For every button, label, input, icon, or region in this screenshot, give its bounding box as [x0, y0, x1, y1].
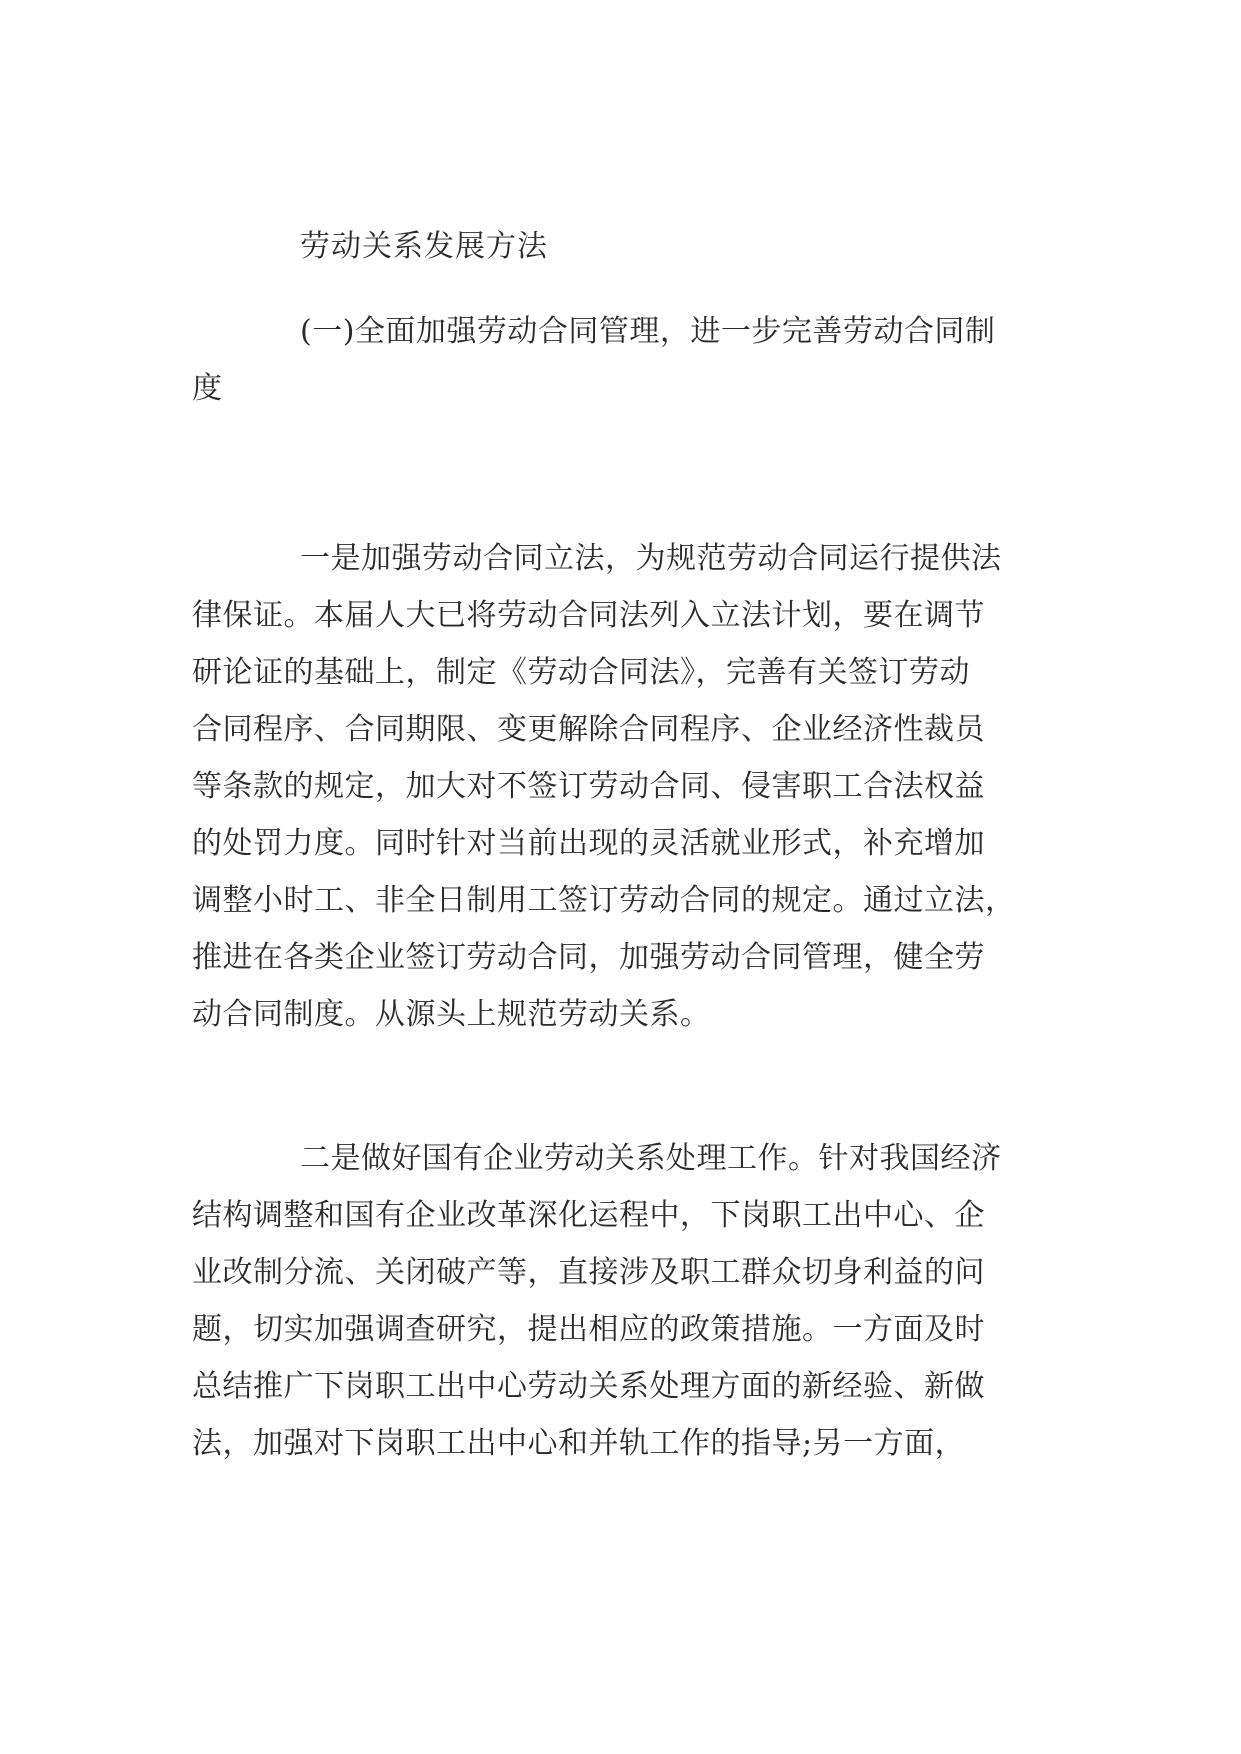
paragraph-line: 等条款的规定，加大对不签订劳动合同、侵害职工合法权益	[192, 769, 985, 804]
paragraph-line: 结构调整和国有企业改革深化运程中，下岗职工出中心、企	[192, 1198, 985, 1233]
paragraph-line: 研论证的基础上，制定《劳动合同法》，完善有关签订劳动	[192, 655, 970, 690]
paragraph-line: 的处罚力度。同时针对当前出现的灵活就业形式，补充增加	[192, 826, 985, 861]
paragraph-line: 二是做好国有企业劳动关系处理工作。针对我国经济	[300, 1141, 1002, 1176]
heading-line: 度	[192, 371, 223, 406]
paragraph-2	[192, 1130, 1050, 1472]
paragraph-line: 法，加强对下岗职工出中心和并轨工作的指导;另一方面，	[192, 1426, 966, 1461]
paragraph-line: 推进在各类企业签订劳动合同，加强劳动合同管理，健全劳	[192, 940, 985, 975]
paragraph-line: 动合同制度。从源头上规范劳动关系。	[192, 997, 711, 1032]
paragraph-1	[192, 530, 1050, 1043]
paragraph-line: 律保证。本届人大已将劳动合同法列入立法计划，要在调节	[192, 598, 985, 633]
section-heading	[192, 303, 1050, 417]
paragraph-line: 合同程序、合同期限、变更解除合同程序、企业经济性裁员	[192, 712, 985, 747]
paragraph-line: 一是加强劳动合同立法，为规范劳动合同运行提供法	[300, 541, 1002, 576]
paragraph-line: 总结推广下岗职工出中心劳动关系处理方面的新经验、新做	[192, 1369, 985, 1404]
document-title: 劳动关系发展方法	[300, 229, 548, 264]
paragraph-line: 题，切实加强调查研究，提出相应的政策措施。一方面及时	[192, 1312, 985, 1347]
heading-line: (一)全面加强劳动合同管理，进一步完善劳动合同制	[300, 314, 996, 349]
paragraph-line: 调整小时工、非全日制用工签订劳动合同的规定。通过立法，	[192, 883, 1016, 918]
paragraph-line: 业改制分流、关闭破产等，直接涉及职工群众切身利益的问	[192, 1255, 985, 1290]
